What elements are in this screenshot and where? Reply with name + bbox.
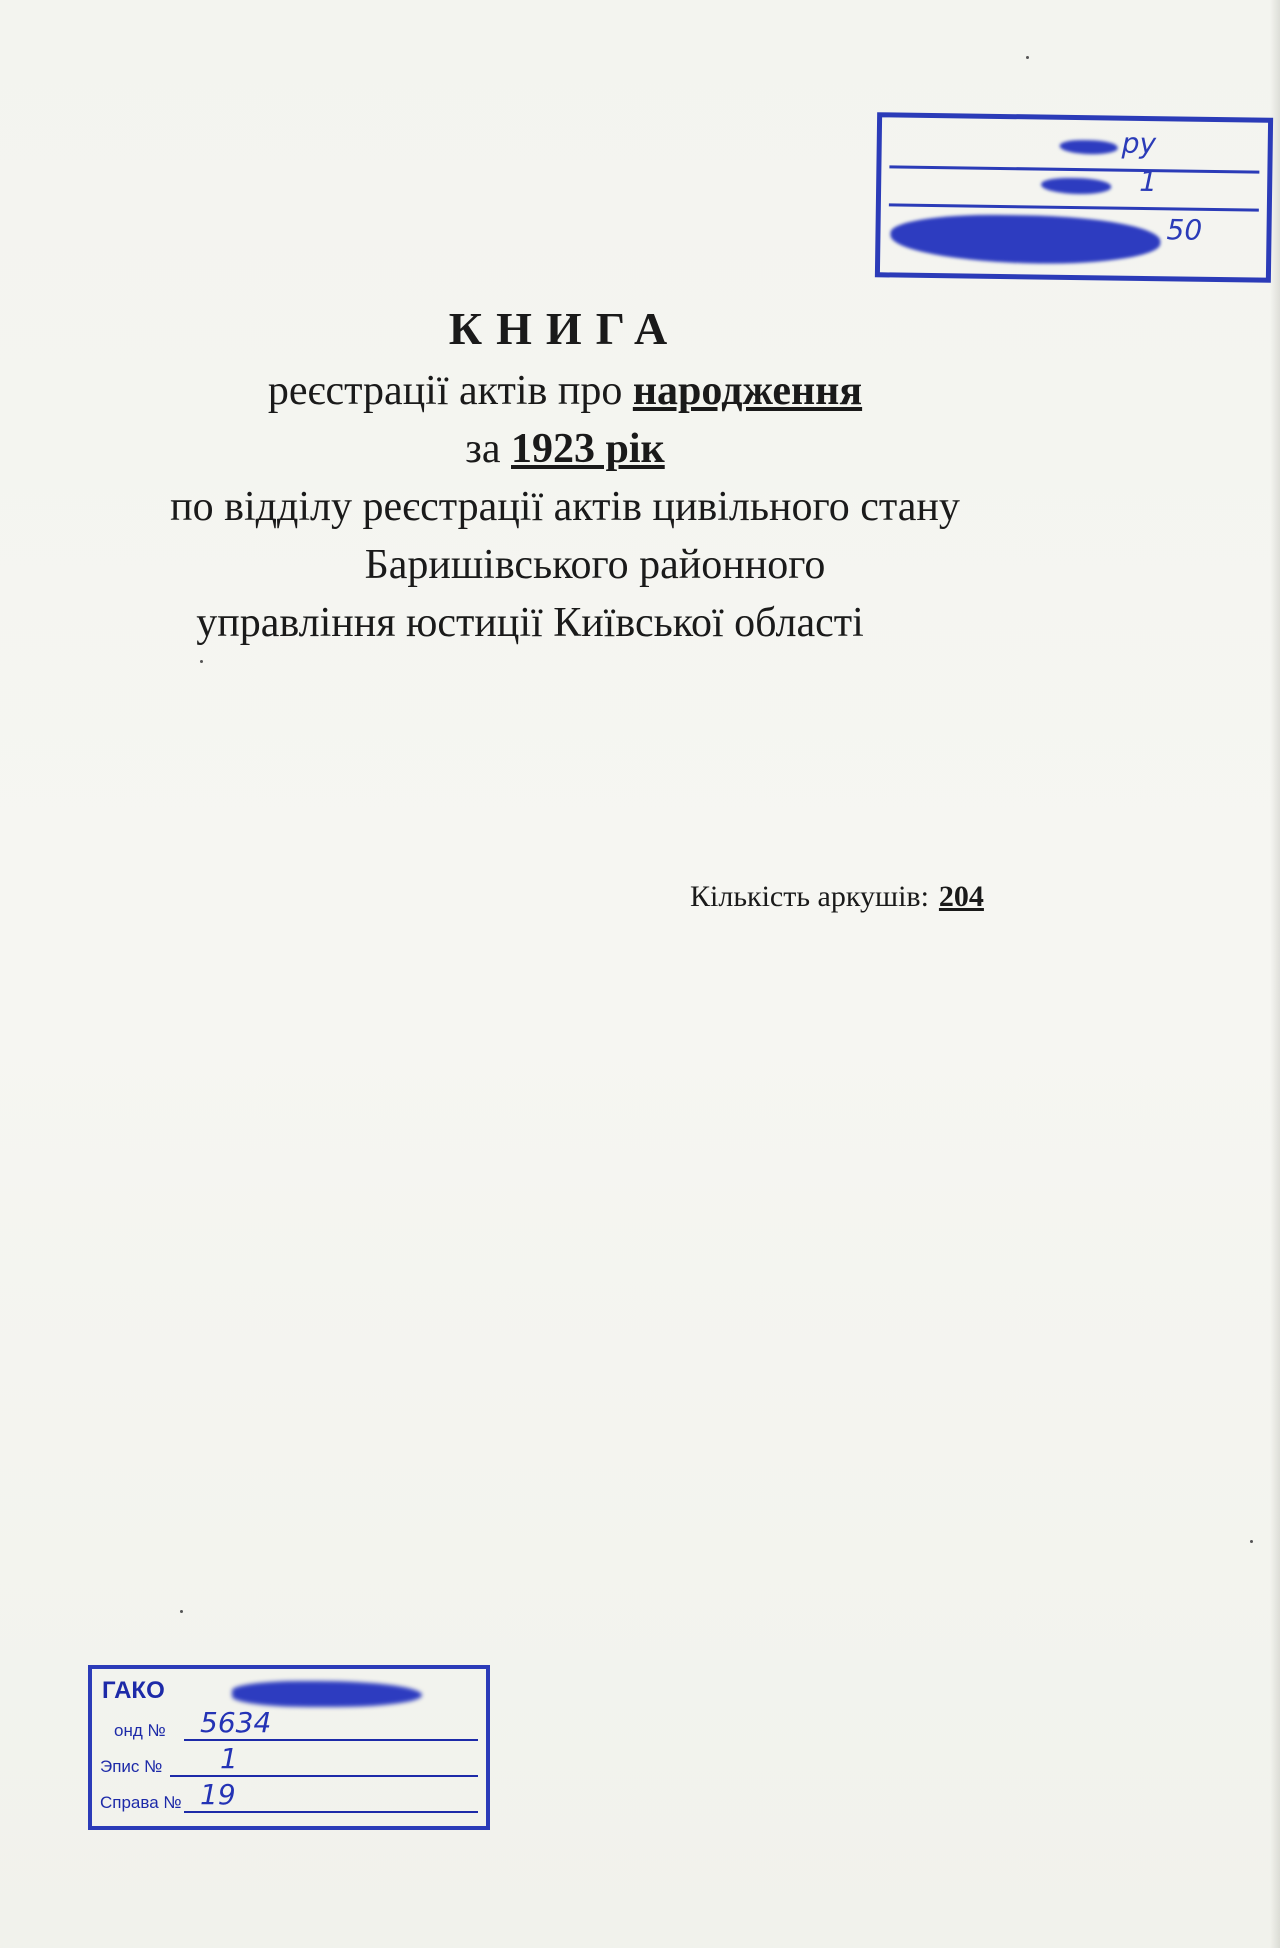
stamp-ink-blot	[1060, 140, 1118, 155]
sheet-count-label: Кількість аркушів:	[690, 880, 929, 913]
sprava-value: 19	[200, 1778, 236, 1811]
fond-value: 5634	[200, 1706, 272, 1739]
title-block	[90, 300, 1040, 652]
paper-speck	[200, 660, 203, 663]
title-line-year-prefix: за	[465, 426, 511, 472]
stamp-handwriting: 1	[1139, 164, 1158, 199]
book-title: КНИГА	[448, 303, 682, 354]
title-line-event-prefix: реєстрації актів про	[267, 368, 633, 414]
page-edge-shadow	[1270, 0, 1280, 1948]
opys-label: Эпис №	[100, 1757, 163, 1776]
opys-value: 1	[220, 1742, 238, 1775]
archive-name: ГАКО	[102, 1677, 165, 1704]
record-year: 1923 рік	[511, 426, 665, 472]
stamp-rule	[889, 203, 1259, 211]
title-line-year	[90, 420, 1040, 478]
title-line-department: по відділу реєстрації актів цивільного стану	[170, 484, 960, 530]
stamp-ink-blot	[1041, 178, 1111, 195]
title-line-event	[90, 362, 1040, 420]
sheet-count	[690, 880, 984, 914]
sprava-row	[100, 1778, 478, 1817]
sprava-label: Справа №	[100, 1793, 182, 1812]
opys-row	[100, 1742, 478, 1781]
paper-speck	[1026, 56, 1029, 59]
fond-row	[100, 1706, 478, 1745]
title-line-administration: управління юстиції Київської області	[196, 600, 864, 646]
paper-speck	[1250, 1540, 1253, 1543]
stamp-handwriting: ру	[1121, 126, 1157, 161]
fond-label: онд №	[114, 1721, 166, 1740]
archive-ink-blot	[232, 1681, 422, 1707]
sheet-count-value: 204	[938, 880, 984, 913]
stamp-rule	[889, 165, 1259, 173]
paper-speck	[180, 1610, 183, 1613]
title-line-district: Баришівського районного	[364, 542, 826, 588]
sprava-rule	[184, 1811, 478, 1813]
stamp-ink-blot	[890, 213, 1161, 265]
registry-stamp	[875, 112, 1273, 283]
archive-stamp	[88, 1665, 490, 1830]
fond-rule	[184, 1739, 478, 1741]
stamp-handwriting: 50	[1166, 213, 1203, 247]
event-type: народження	[632, 368, 863, 414]
opys-rule	[170, 1775, 478, 1777]
